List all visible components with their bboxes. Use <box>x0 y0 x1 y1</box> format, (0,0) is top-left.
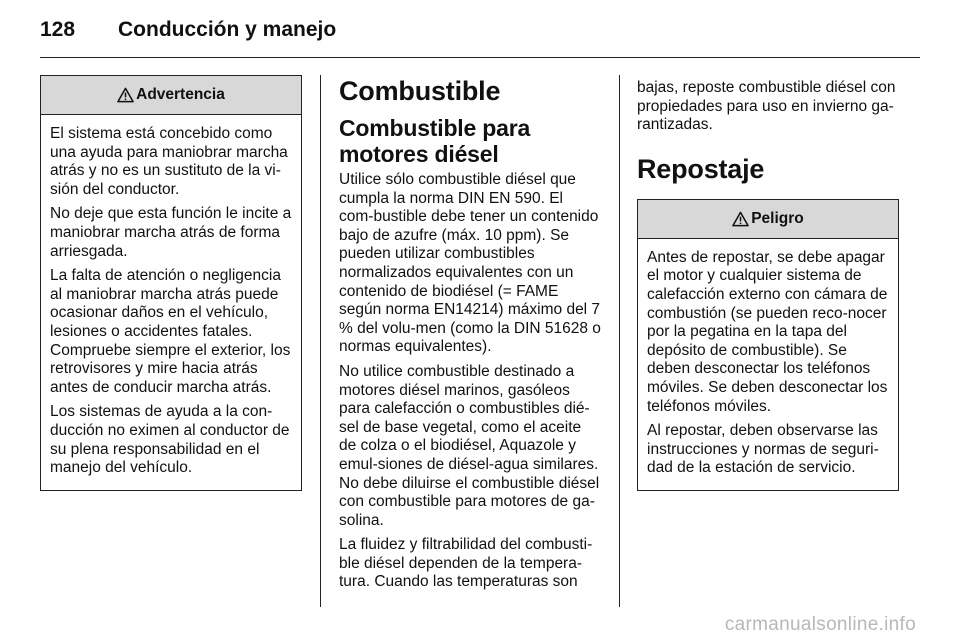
column-1 <box>40 75 302 491</box>
column-2 <box>339 75 601 598</box>
subsection-title-diesel: Combustible para motores diésel <box>339 115 531 167</box>
danger-box-body <box>638 239 898 490</box>
body-paragraph: La fluidez y filtrabilidad del combusti-ble diésel dependen de la tempera-tura. Cuando las temperaturas son <box>339 536 593 591</box>
danger-paragraph: Antes de repostar, se debe apagar el motor y cualquier sistema de calefacción externo con cámara de combustión (se pueden reco-nocer por la pegatina en la tapa del depósito de combustible). Se deben desconectar los teléfonos móviles. Se deben desconectar los teléfonos móviles. <box>647 248 888 415</box>
danger-box-header <box>638 200 898 239</box>
watermark: carmanualsonline.info <box>724 614 916 635</box>
section-title-fuel: Combustible <box>339 76 501 106</box>
warning-box-title: Advertencia <box>136 86 225 103</box>
warning-triangle-icon <box>117 87 134 103</box>
body-paragraph: bajas, reposte combustible diésel con propiedades para uso en invierno ga-rantizadas. <box>637 79 896 134</box>
header-rule <box>40 57 920 58</box>
section-title-refuel: Repostaje <box>637 153 765 184</box>
body-paragraph: No utilice combustible destinado a motores diésel marinos, gasóleos para calefacción o combustibles dié-sel de base vegetal, como el aceite de colza o el biodiésel, Aquazole y emul-siones de diésel-agua similares. No debe diluirse el combustible diésel con combustible para motores de ga-solina. <box>339 362 600 529</box>
body-paragraph: Utilice sólo combustible diésel que cumpla la norma DIN EN 590. El com-bustible debe tener un contenido bajo de azufre (máx. 10 ppm). Se pueden utilizar combustibles normalizados equivalentes con un contenido de biodiésel (= FAME según norma EN14214) máximo del 7 % del volu-men (como la DIN 51628 o normas equivalentes). <box>339 171 601 356</box>
warning-paragraph: El sistema está concebido como una ayuda para maniobrar marcha atrás y no es un sustituto de la vi-sión del conductor. <box>50 125 288 198</box>
warning-triangle-icon <box>732 211 749 227</box>
warning-paragraph: No deje que esta función le incite a maniobrar marcha atrás de forma arriesgada. <box>50 205 292 260</box>
warning-paragraph: La falta de atención o negligencia al maniobrar marcha atrás puede ocasionar daños en el vehículo, lesiones o accidentes fatales. Compruebe siempre el exterior, los retrovisores y mire hacia atrás antes de conducir marcha atrás. <box>50 267 291 396</box>
danger-box <box>637 199 899 491</box>
danger-box-title: Peligro <box>751 209 804 227</box>
chapter-title: Conducción y manejo <box>118 18 337 41</box>
danger-paragraph: Al repostar, deben observarse las instrucciones y normas de seguri-dad de la estación de servicio. <box>647 422 879 477</box>
column-divider <box>320 75 321 607</box>
warning-box <box>40 75 302 491</box>
warning-paragraph: Los sistemas de ayuda a la con-ducción no eximen al conductor de su plena responsabilidad en el manejo del vehículo. <box>50 403 290 477</box>
column-divider <box>619 75 620 607</box>
warning-box-body <box>41 115 301 490</box>
column-3 <box>637 79 899 491</box>
page-header <box>40 18 336 48</box>
page-number: 128 <box>40 18 76 41</box>
warning-box-header <box>41 76 301 115</box>
